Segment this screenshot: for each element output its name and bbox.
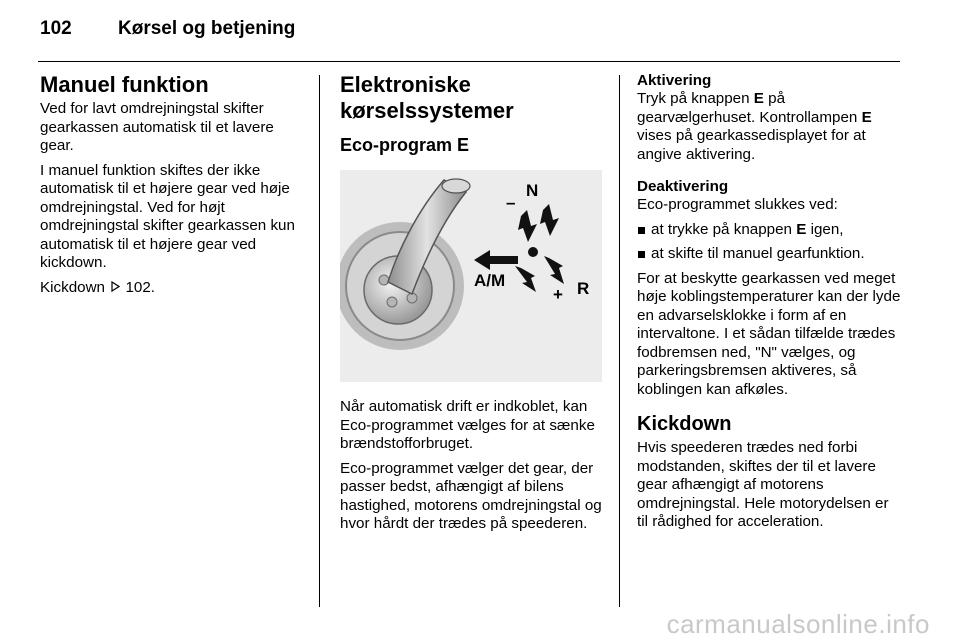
- indicator-e-label: E: [861, 108, 872, 126]
- heading-kickdown: Kickdown: [637, 413, 732, 435]
- text-run: igen,: [806, 220, 844, 238]
- paragraph: I manuel funktion skiftes der ikke automatisk til et højere gear ved høje omdrejningstal. Ved for højt omdrejningstal skifter gearkassen kun automatisk til et højere gear ved kickdown.: [40, 161, 295, 271]
- text-run: at trykke på knappen: [651, 220, 797, 238]
- section-title: Kørsel og betjening: [118, 18, 296, 39]
- label-r: R: [577, 279, 590, 298]
- column-1: [40, 72, 308, 303]
- subheading-eco-program: Eco-program E: [340, 135, 470, 155]
- column-divider-2: [619, 75, 620, 607]
- heading-manual-mode: Manuel funktion: [40, 72, 209, 97]
- paragraph: Eco-programmet slukkes ved:: [637, 196, 838, 213]
- text-run: på gearvælgerhuset. Kontrollampen: [637, 90, 862, 126]
- list-item: at skifte til manuel gearfunktion.: [637, 245, 902, 264]
- paragraph: Ved for lavt omdrejningstal skifter gearkassen automatisk til et lavere gear.: [40, 100, 274, 154]
- column-2: [340, 72, 605, 540]
- label-minus: –: [506, 193, 516, 212]
- paragraph: Eco-programmet vælger det gear, der passer bedst, afhængigt af bilens hastighed, motorens omdrejningstal og hvor hårdt der trædes på speederen.: [340, 459, 602, 532]
- text-run: Tryk på knappen: [637, 90, 754, 107]
- column-3: [637, 72, 902, 538]
- page-number: 102: [40, 18, 72, 39]
- kickdown-reference: [40, 279, 308, 298]
- header-rule: [38, 61, 900, 62]
- heading-activation: Aktivering: [637, 72, 712, 89]
- reference-page-link[interactable]: 102.: [125, 278, 156, 296]
- paragraph: Når automatisk drift er indkoblet, kan Eco-programmet vælges for at sænke brændstofforbruget.: [340, 398, 595, 452]
- label-plus: +: [553, 285, 563, 304]
- gear-selector-illustration: [340, 170, 602, 382]
- label-am: A/M: [474, 271, 506, 290]
- heading-electronic-systems: Elektroniske kørselssystemer: [340, 72, 514, 123]
- paragraph: For at beskytte gearkassen ved meget høje koblingstemperaturer kan der lyde en advarselsklokke i form af en intervaltone. I et sådan tilfælde trædes fodbremsen ned, "N" vælges, og parkeringsbremsen aktiveres, så koblingen kan afkøles.: [637, 269, 901, 398]
- paragraph: Hvis speederen trædes ned forbi modstanden, skiftes der til et lavere gear afhængigt af motorens omdrejningstal. Hele motorydelsen er til rådighed for acceleration.: [637, 439, 889, 530]
- watermark: carmanualsonline.info: [666, 609, 930, 639]
- column-divider-1: [319, 75, 320, 607]
- reference-text: Kickdown: [40, 278, 105, 296]
- list-item: [637, 221, 902, 240]
- button-e-label: E: [796, 220, 807, 238]
- activation-paragraph: [637, 90, 902, 164]
- label-n: N: [526, 181, 539, 200]
- text-run: vises på gearkassedisplayet for at angive aktivering.: [637, 127, 866, 163]
- page-ref-icon: [109, 279, 121, 298]
- heading-deactivation: Deaktivering: [637, 178, 729, 195]
- button-e-label: E: [753, 90, 764, 107]
